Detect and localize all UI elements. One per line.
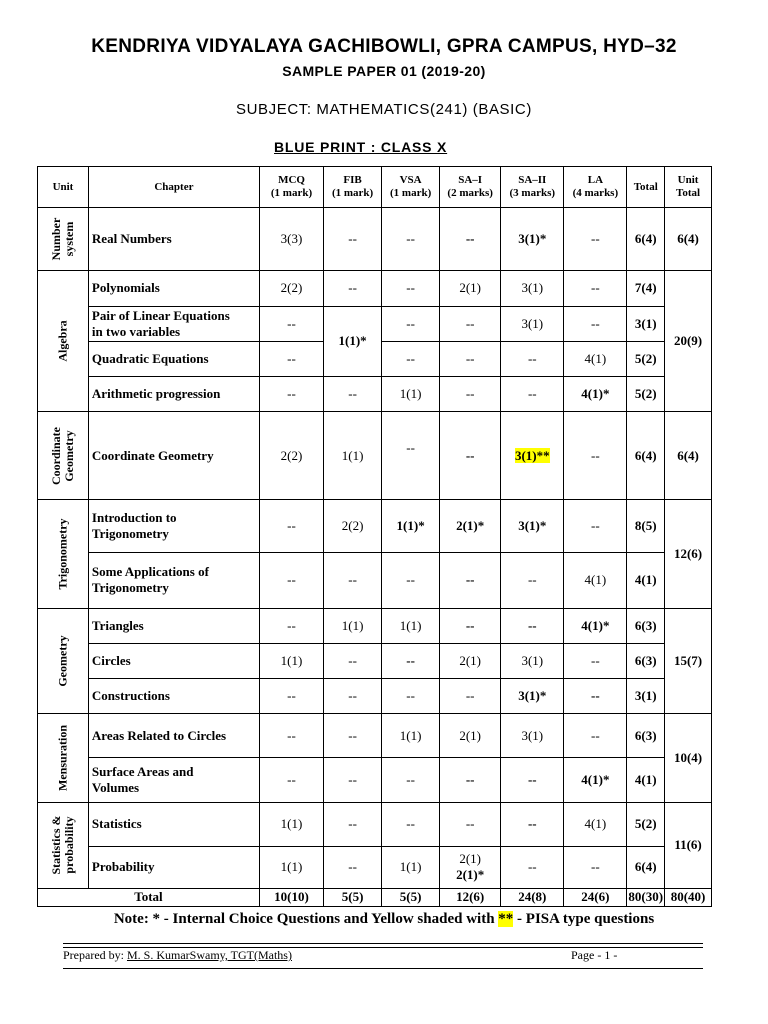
total-sa2: 24(8) xyxy=(501,888,564,906)
header-mcq: MCQ (1 mark) xyxy=(259,167,323,208)
table-row xyxy=(38,552,712,608)
sa2-cell: 3(1) xyxy=(501,643,564,678)
unit-total-cell: 6(4) xyxy=(665,208,712,271)
table-row xyxy=(38,714,712,758)
sa2-cell: 3(1)* xyxy=(501,208,564,271)
chapter-cell: Statistics xyxy=(88,802,259,846)
row-total-cell: 5(2) xyxy=(627,341,665,376)
table-row xyxy=(38,271,712,306)
unit-total-cell: 20(9) xyxy=(665,271,712,412)
row-total-cell: 6(4) xyxy=(627,846,665,888)
la-cell: -- xyxy=(564,643,627,678)
table-row xyxy=(38,802,712,846)
row-total-cell: 6(4) xyxy=(627,411,665,499)
chapter-cell: Probability xyxy=(88,846,259,888)
chapter-cell: Triangles xyxy=(88,608,259,643)
vsa-cell: 1(1) xyxy=(382,376,440,411)
sa1-cell: -- xyxy=(440,376,501,411)
unit-statistics-probability: Statistics & probability xyxy=(38,802,89,888)
sa1-cell: 2(1) xyxy=(440,714,501,758)
vsa-cell: -- xyxy=(382,306,440,341)
mcq-cell: -- xyxy=(259,714,323,758)
fib-cell: -- xyxy=(324,552,382,608)
header-vsa: VSA (1 mark) xyxy=(382,167,440,208)
la-cell: -- xyxy=(564,306,627,341)
sa1-cell: -- xyxy=(440,608,501,643)
table-row xyxy=(38,846,712,888)
sa1-cell: -- xyxy=(440,552,501,608)
fib-cell: -- xyxy=(324,271,382,306)
unit-number-system: Number system xyxy=(38,208,89,271)
note-suffix: - PISA type questions xyxy=(517,911,655,927)
chapter-cell: Surface Areas and Volumes xyxy=(88,758,259,802)
sa1-cell: 2(1) xyxy=(440,271,501,306)
unit-geometry: Geometry xyxy=(38,608,89,713)
sa2-cell: 3(1) xyxy=(501,306,564,341)
fib-cell: -- xyxy=(324,643,382,678)
sa2-cell: -- xyxy=(501,758,564,802)
school-title: KENDRIYA VIDYALAYA GACHIBOWLI, GPRA CAMPUS, HYD–32 xyxy=(91,36,677,57)
unit-total-cell: 12(6) xyxy=(665,500,712,608)
vsa-cell: 1(1)* xyxy=(382,500,440,552)
fib-cell: -- xyxy=(324,208,382,271)
la-cell: 4(1) xyxy=(564,552,627,608)
mcq-cell: 1(1) xyxy=(259,802,323,846)
sa2-cell: -- xyxy=(501,846,564,888)
la-cell: -- xyxy=(564,208,627,271)
chapter-cell: Arithmetic progression xyxy=(88,376,259,411)
mcq-cell: 2(2) xyxy=(259,411,323,499)
header-chapter: Chapter xyxy=(88,167,259,208)
la-cell: -- xyxy=(564,679,627,714)
header-fib: FIB (1 mark) xyxy=(324,167,382,208)
vsa-cell: 1(1) xyxy=(382,714,440,758)
vsa-cell: -- xyxy=(382,341,440,376)
footer-divider xyxy=(63,943,703,944)
chapter-cell: Circles xyxy=(88,643,259,678)
subject-title: SUBJECT: MATHEMATICS(241) (BASIC) xyxy=(236,101,532,118)
vsa-cell: -- xyxy=(382,208,440,271)
la-cell: 4(1)* xyxy=(564,376,627,411)
fib-cell: 1(1)* xyxy=(324,306,382,376)
vsa-cell: -- xyxy=(382,552,440,608)
fib-cell: -- xyxy=(324,802,382,846)
totals-label: Total xyxy=(38,888,260,906)
fib-cell: -- xyxy=(324,846,382,888)
la-cell: -- xyxy=(564,500,627,552)
pisa-stars: ** xyxy=(498,911,514,927)
mcq-cell: 3(3) xyxy=(259,208,323,271)
blueprint-heading: BLUE PRINT : CLASS X xyxy=(274,139,448,155)
mcq-cell: -- xyxy=(259,758,323,802)
sa2-cell: -- xyxy=(501,608,564,643)
chapter-cell: Polynomials xyxy=(88,271,259,306)
totals-row xyxy=(38,888,712,906)
unit-total-cell: 6(4) xyxy=(665,411,712,499)
chapter-cell: Pair of Linear Equations in two variables xyxy=(88,306,259,341)
unit-coordinate-geometry: Coordinate Geometry xyxy=(38,411,89,499)
sa2-cell: 3(1) xyxy=(501,271,564,306)
vsa-cell: -- xyxy=(382,271,440,306)
chapter-cell: Quadratic Equations xyxy=(88,341,259,376)
sa1-cell: 2(1) xyxy=(440,643,501,678)
fib-cell: -- xyxy=(324,714,382,758)
table-row xyxy=(38,500,712,552)
vsa-cell: -- xyxy=(382,411,440,499)
sa1-cell: -- xyxy=(440,758,501,802)
mcq-cell: -- xyxy=(259,306,323,341)
row-total-cell: 6(4) xyxy=(627,208,665,271)
row-total-cell: 6(3) xyxy=(627,608,665,643)
mcq-cell: -- xyxy=(259,608,323,643)
fib-cell: -- xyxy=(324,758,382,802)
unit-total-cell: 15(7) xyxy=(665,608,712,713)
row-total-cell: 3(1) xyxy=(627,306,665,341)
sa2-cell: 3(1)* xyxy=(501,679,564,714)
table-row xyxy=(38,679,712,714)
fib-cell: -- xyxy=(324,376,382,411)
header-unit: Unit xyxy=(38,167,89,208)
vsa-cell: -- xyxy=(382,802,440,846)
sa2-cell-pisa: 3(1)** xyxy=(501,411,564,499)
row-total-cell: 6(3) xyxy=(627,714,665,758)
footer-author: M. S. KumarSwamy, TGT(Maths) xyxy=(126,948,292,962)
row-total-cell: 8(5) xyxy=(627,500,665,552)
sa1-cell: -- xyxy=(440,306,501,341)
total-la: 24(6) xyxy=(564,888,627,906)
mcq-cell: 1(1) xyxy=(259,643,323,678)
footer-bottom-rule xyxy=(63,968,703,969)
sa1-cell: -- xyxy=(440,679,501,714)
mcq-cell: -- xyxy=(259,376,323,411)
sa2-cell: -- xyxy=(501,376,564,411)
row-total-cell: 5(2) xyxy=(627,802,665,846)
fib-cell: -- xyxy=(324,679,382,714)
blueprint-table xyxy=(37,166,712,907)
sa2-cell: 3(1) xyxy=(501,714,564,758)
vsa-cell: -- xyxy=(382,758,440,802)
sa1-cell: 2(1) 2(1)* xyxy=(440,846,501,888)
vsa-cell: 1(1) xyxy=(382,608,440,643)
mcq-cell: -- xyxy=(259,679,323,714)
row-total-cell: 5(2) xyxy=(627,376,665,411)
total-fib: 5(5) xyxy=(324,888,382,906)
table-row xyxy=(38,758,712,802)
header-sa2: SA–II (3 marks) xyxy=(501,167,564,208)
la-cell: -- xyxy=(564,846,627,888)
unit-algebra: Algebra xyxy=(38,271,89,412)
sa2-cell: -- xyxy=(501,552,564,608)
mcq-cell: 2(2) xyxy=(259,271,323,306)
mcq-cell: 1(1) xyxy=(259,846,323,888)
mcq-cell: -- xyxy=(259,552,323,608)
total-sa1: 12(6) xyxy=(440,888,501,906)
mcq-cell: -- xyxy=(259,500,323,552)
total-marks: 80(30) xyxy=(627,888,665,906)
sa1-cell: -- xyxy=(440,208,501,271)
header-unit-total: Unit Total xyxy=(665,167,712,208)
fib-cell: 1(1) xyxy=(324,411,382,499)
sa2-cell: 3(1)* xyxy=(501,500,564,552)
row-total-cell: 3(1) xyxy=(627,679,665,714)
unit-total-cell: 11(6) xyxy=(665,802,712,888)
table-row xyxy=(38,376,712,411)
table-row xyxy=(38,208,712,271)
table-row xyxy=(38,643,712,678)
la-cell: 4(1)* xyxy=(564,758,627,802)
table-row xyxy=(38,608,712,643)
sa1-cell: -- xyxy=(440,802,501,846)
header-sa1: SA–I (2 marks) xyxy=(440,167,501,208)
fib-cell: 1(1) xyxy=(324,608,382,643)
chapter-cell: Coordinate Geometry xyxy=(88,411,259,499)
header-total: Total xyxy=(627,167,665,208)
fib-cell: 2(2) xyxy=(324,500,382,552)
header-row xyxy=(38,167,712,208)
paper-title: SAMPLE PAPER 01 (2019-20) xyxy=(282,63,486,79)
note xyxy=(0,911,768,928)
chapter-cell: Real Numbers xyxy=(88,208,259,271)
mcq-cell: -- xyxy=(259,341,323,376)
chapter-cell: Constructions xyxy=(88,679,259,714)
sa1-cell: 2(1)* xyxy=(440,500,501,552)
row-total-cell: 6(3) xyxy=(627,643,665,678)
chapter-cell: Areas Related to Circles xyxy=(88,714,259,758)
footer-page-number: Page - 1 - xyxy=(571,948,618,962)
vsa-cell: -- xyxy=(382,679,440,714)
row-total-cell: 4(1) xyxy=(627,758,665,802)
unit-total-cell: 10(4) xyxy=(665,714,712,802)
sa2-cell: -- xyxy=(501,341,564,376)
row-total-cell: 4(1) xyxy=(627,552,665,608)
table-row xyxy=(38,306,712,341)
sa1-cell: -- xyxy=(440,341,501,376)
unit-mensuration: Mensuration xyxy=(38,714,89,802)
la-cell: 4(1) xyxy=(564,802,627,846)
header-la: LA (4 marks) xyxy=(564,167,627,208)
vsa-cell: -- xyxy=(382,643,440,678)
chapter-cell: Introduction to Trigonometry xyxy=(88,500,259,552)
sa2-cell: -- xyxy=(501,802,564,846)
la-cell: -- xyxy=(564,714,627,758)
vsa-cell: 1(1) xyxy=(382,846,440,888)
la-cell: -- xyxy=(564,271,627,306)
la-cell: 4(1)* xyxy=(564,608,627,643)
la-cell: 4(1) xyxy=(564,341,627,376)
row-total-cell: 7(4) xyxy=(627,271,665,306)
total-unit-marks: 80(40) xyxy=(665,888,712,906)
chapter-cell: Some Applications of Trigonometry xyxy=(88,552,259,608)
footer-prepared-by: Prepared by: M. S. KumarSwamy, TGT(Maths) xyxy=(63,948,292,962)
la-cell: -- xyxy=(564,411,627,499)
sa1-cell: -- xyxy=(440,411,501,499)
table-row xyxy=(38,411,712,499)
total-vsa: 5(5) xyxy=(382,888,440,906)
unit-trigonometry: Trigonometry xyxy=(38,500,89,608)
note-text: Note: * - Internal Choice Questions and Yellow shaded with xyxy=(113,911,495,927)
total-mcq: 10(10) xyxy=(259,888,323,906)
